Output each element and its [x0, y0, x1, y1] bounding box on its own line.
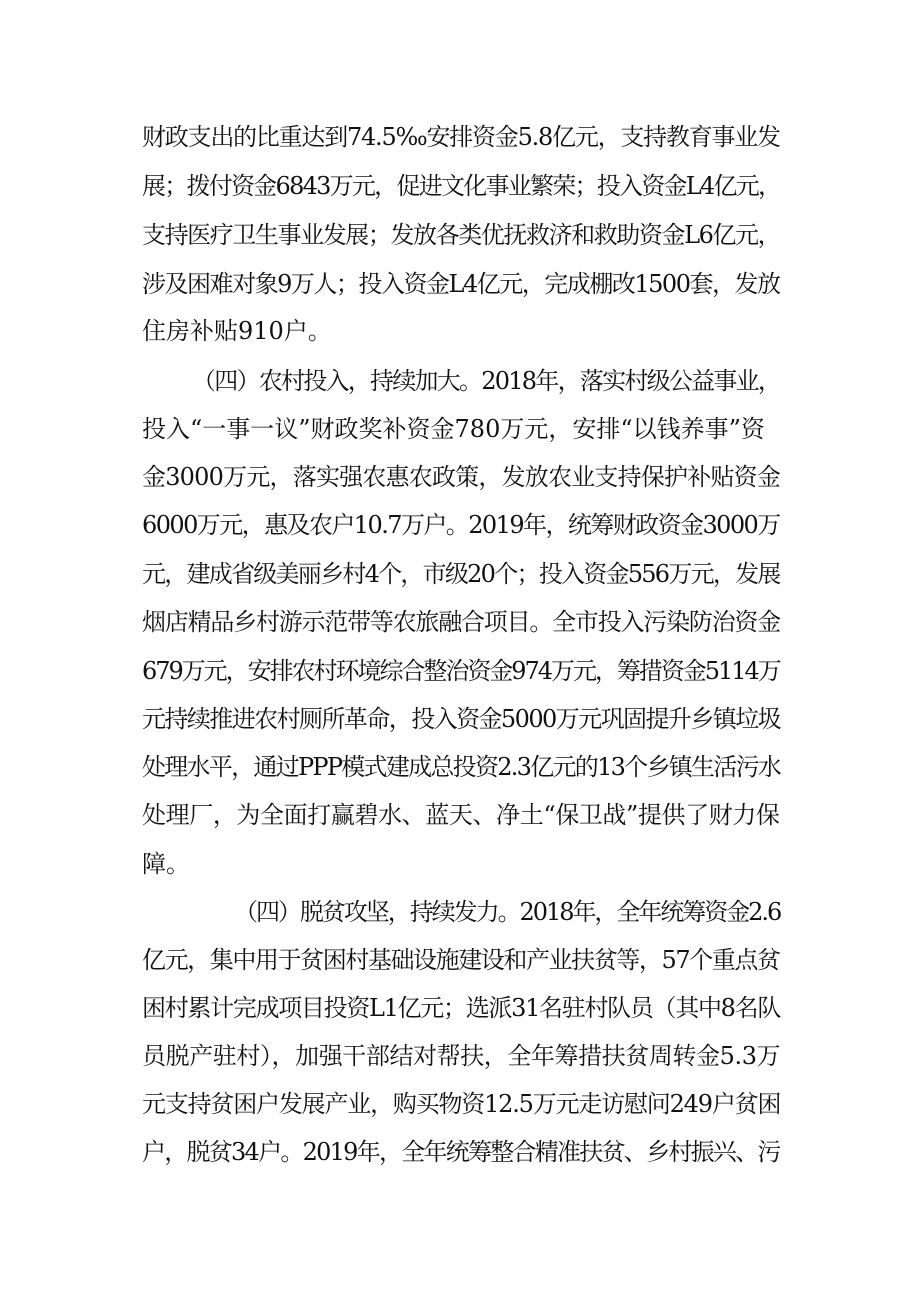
- text-line: 处理水平，通过PPP模式建成总投资2.3亿元的13个乡镇生活污水: [142, 753, 781, 781]
- text-line: 元支持贫困户发展产业，购买物资12.5万元走访慰问249户贫困: [142, 1090, 781, 1118]
- text-line: （四）脱贫攻坚，持续发力。2018年，全年统筹资金2.6: [234, 898, 781, 926]
- text-line: 障。: [142, 850, 190, 878]
- text-line: 支持医疗卫生事业发展；发放各类优抚救济和救助资金L6亿元，: [142, 221, 781, 249]
- text-line: 户，脱贫34户。2019年，全年统筹整合精准扶贫、乡村振兴、污: [142, 1138, 780, 1166]
- text-line: 679万元，安排农村环境综合整治资金974万元，筹措资金5114万: [142, 657, 780, 685]
- text-line: 处理厂，为全面打赢碧水、蓝天、净土“保卫战”提供了财力保: [142, 801, 780, 829]
- text-line: 金3000万元，落实强农惠农政策，发放农业支持保护补贴资金: [142, 463, 781, 491]
- text-line: 住房补贴910户。: [142, 317, 332, 345]
- text-line: 元，建成省级美丽乡村4个，市级20个；投入资金556万元，发展: [142, 560, 780, 588]
- text-line: 涉及困难对象9万人；投入资金L4亿元，完成棚改1500套，发放: [142, 270, 780, 298]
- text-line: （四）农村投入，持续加大。2018年，落实村级公益事业，: [192, 367, 781, 395]
- text-line: 财政支出的比重达到74.5‰安排资金5.8亿元，支持教育事业发: [142, 123, 780, 151]
- text-line: 亿元，集中用于贫困村基础设施建设和产业扶贫等，57个重点贫: [142, 946, 780, 974]
- text-line: 元持续推进农村厕所革命，投入资金5000万元巩固提升乡镇垃圾: [142, 705, 781, 733]
- text-line: 6000万元，惠及农户10.7万户。2019年，统筹财政资金3000万: [142, 511, 780, 539]
- text-line: 困村累计完成项目投资L1亿元；选派31名驻村队员（其中8名队: [142, 994, 781, 1022]
- text-line: 烟店精品乡村游示范带等农旅融合项目。全市投入污染防治资金: [142, 608, 780, 636]
- text-line: 投入“一事一议”财政奖补资金780万元，安排“以钱养事”资: [142, 415, 765, 443]
- text-line: 员脱产驻村），加强干部结对帮扶，全年筹措扶贫周转金5.3万: [142, 1042, 781, 1070]
- text-line: 展；拨付资金6843万元，促进文化事业繁荣；投入资金L4亿元，: [142, 172, 781, 200]
